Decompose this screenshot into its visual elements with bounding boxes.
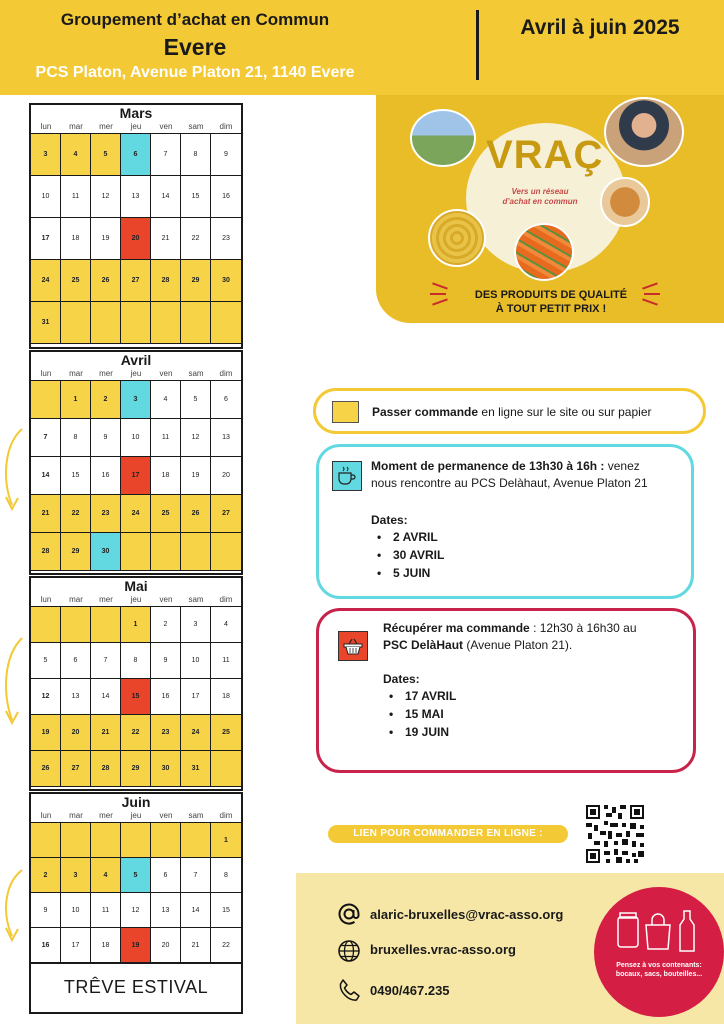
day-name: mer <box>99 369 113 378</box>
calendar-day-cell: 10 <box>31 176 61 218</box>
month-grid <box>31 380 241 571</box>
calendar-day-cell: 3 <box>181 607 211 643</box>
calendar-day-cell: 26 <box>91 260 121 302</box>
day-name: dim <box>219 811 233 820</box>
calendar-day-cell: 24 <box>31 260 61 302</box>
calendar-day-cell: 27 <box>61 751 91 787</box>
calendar-day-cell: 23 <box>91 495 121 533</box>
calendar-day-cell: 30 <box>211 260 241 302</box>
day-name: ven <box>159 595 173 604</box>
calendar-day-cell: 4 <box>91 858 121 893</box>
day-names-row <box>31 594 241 606</box>
calendar-day-cell: 13 <box>211 419 241 457</box>
vrac-tagline: Vers un réseau d’achat en commun <box>502 187 578 206</box>
header-banner <box>0 0 724 95</box>
calendar-day-cell: 25 <box>61 260 91 302</box>
containers-icon <box>616 909 702 953</box>
curved-arrow-icon <box>0 866 26 946</box>
calendar-day-cell <box>211 533 241 571</box>
calendar-day-cell: 17 <box>181 679 211 715</box>
calendar-day-cell <box>151 533 181 571</box>
photo-picnic <box>410 109 476 167</box>
calendar-day-cell: 4 <box>61 134 91 176</box>
calendar-day-cell: 24 <box>181 715 211 751</box>
month-title: Avril <box>120 352 152 368</box>
day-name: sam <box>188 122 204 131</box>
calendar-day-cell: 31 <box>181 751 211 787</box>
day-name: lun <box>40 122 52 131</box>
calendar-day-cell <box>151 823 181 858</box>
calendar-day-cell <box>31 381 61 419</box>
calendar-mars <box>29 103 243 349</box>
calendar-day-cell: 1 <box>211 823 241 858</box>
containers-reminder <box>594 887 724 1017</box>
calendar-day-cell: 27 <box>211 495 241 533</box>
calendar-day-cell: 18 <box>61 218 91 260</box>
calendar-day-cell: 26 <box>181 495 211 533</box>
calendar-day-cell <box>211 751 241 787</box>
contact-website[interactable]: bruxelles.vrac-asso.org <box>370 942 516 957</box>
basket-icon <box>338 631 368 661</box>
calendar-day-cell: 31 <box>31 302 61 344</box>
calendar-day-cell: 5 <box>181 381 211 419</box>
calendar-day-cell: 29 <box>121 751 151 787</box>
calendar-day-cell: 5 <box>31 643 61 679</box>
calendar-day-cell <box>61 302 91 344</box>
calendar-day-cell: 28 <box>151 260 181 302</box>
day-name: mar <box>69 122 83 131</box>
calendar-day-cell <box>181 533 211 571</box>
calendar-day-cell: 19 <box>91 218 121 260</box>
calendar-day-cell: 6 <box>61 643 91 679</box>
calendar-day-cell: 5 <box>91 134 121 176</box>
calendar-day-cell: 21 <box>181 928 211 963</box>
calendar-day-cell: 15 <box>121 679 151 715</box>
calendar-day-cell: 14 <box>181 893 211 928</box>
calendar-day-cell: 21 <box>31 495 61 533</box>
calendar-day-cell <box>151 302 181 344</box>
calendar-juin <box>29 792 243 1014</box>
order-link-label: LIEN POUR COMMANDER EN LIGNE : <box>328 825 568 843</box>
date-item: • 5 JUIN <box>377 564 444 582</box>
calendar-day-cell: 13 <box>61 679 91 715</box>
calendar-day-cell: 22 <box>121 715 151 751</box>
calendar-day-cell: 19 <box>181 457 211 495</box>
calendar-day-cell: 25 <box>151 495 181 533</box>
calendar-day-cell: 17 <box>121 457 151 495</box>
day-name: mer <box>99 122 113 131</box>
legend-text: Passer commande en ligne sur le site ou sur papier <box>372 405 652 419</box>
calendar-day-cell: 25 <box>211 715 241 751</box>
month-grid <box>31 822 241 963</box>
calendar-day-cell: 9 <box>151 643 181 679</box>
permanence-box <box>316 444 694 599</box>
permanence-text: Moment de permanence de 13h30 à 16h : venez nous rencontre au PCS Delàhaut, Avenue Platon 21 <box>371 459 648 490</box>
calendar-day-cell: 20 <box>211 457 241 495</box>
contact-phone[interactable]: 0490/467.235 <box>370 983 450 998</box>
month-title: Juin <box>121 794 151 810</box>
permanence-dates-title: Dates: <box>371 513 408 527</box>
promo-headline: DES PRODUITS DE QUALITÉ À TOUT PETIT PRIX ! <box>474 289 628 315</box>
calendar-day-cell <box>31 823 61 858</box>
vrac-logo: VRAÇ <box>486 133 604 177</box>
calendar-day-cell: 15 <box>181 176 211 218</box>
calendar-day-cell: 8 <box>121 643 151 679</box>
calendar-day-cell: 14 <box>31 457 61 495</box>
calendar-day-cell <box>91 607 121 643</box>
calendar-day-cell <box>121 823 151 858</box>
day-name: jeu <box>130 811 142 820</box>
calendar-day-cell: 15 <box>61 457 91 495</box>
photo-bread <box>600 177 650 227</box>
calendar-day-cell: 2 <box>91 381 121 419</box>
calendar-day-cell: 1 <box>61 381 91 419</box>
day-name: dim <box>219 595 233 604</box>
calendar-day-cell: 7 <box>181 858 211 893</box>
day-name: lun <box>40 369 52 378</box>
calendar-day-cell: 3 <box>121 381 151 419</box>
day-name: jeu <box>130 122 142 131</box>
permanence-dates <box>377 528 444 582</box>
calendar-day-cell: 11 <box>211 643 241 679</box>
calendar-day-cell: 16 <box>91 457 121 495</box>
day-name: lun <box>40 595 52 604</box>
calendar-day-cell: 12 <box>121 893 151 928</box>
calendar-day-cell <box>121 533 151 571</box>
header-period: Avril à juin 2025 <box>520 16 680 39</box>
calendar-day-cell: 22 <box>181 218 211 260</box>
phone-icon <box>336 977 362 1003</box>
calendar-day-cell: 11 <box>151 419 181 457</box>
day-name: mar <box>69 595 83 604</box>
calendar-day-cell <box>211 302 241 344</box>
photo-volunteer <box>604 97 684 167</box>
day-name: ven <box>159 122 173 131</box>
calendar-day-cell: 18 <box>211 679 241 715</box>
day-names-row <box>31 368 241 380</box>
calendar-day-cell: 2 <box>151 607 181 643</box>
calendar-day-cell: 20 <box>151 928 181 963</box>
calendar-day-cell <box>181 302 211 344</box>
calendar-day-cell: 20 <box>61 715 91 751</box>
month-grid <box>31 133 241 344</box>
calendar-day-cell: 17 <box>31 218 61 260</box>
calendar-day-cell: 12 <box>91 176 121 218</box>
calendar-day-cell: 9 <box>211 134 241 176</box>
day-name: lun <box>40 811 52 820</box>
calendar-day-cell: 24 <box>121 495 151 533</box>
calendar-day-cell: 11 <box>91 893 121 928</box>
header-divider <box>476 10 479 80</box>
calendar-day-cell: 8 <box>61 419 91 457</box>
calendar-day-cell: 7 <box>91 643 121 679</box>
calendar-day-cell <box>91 302 121 344</box>
calendar-day-cell <box>121 302 151 344</box>
calendar-day-cell: 26 <box>31 751 61 787</box>
promo-block <box>376 95 724 323</box>
date-item: • 17 AVRIL <box>389 687 456 705</box>
day-name: dim <box>219 369 233 378</box>
calendar-day-cell: 8 <box>181 134 211 176</box>
calendar-day-cell: 23 <box>151 715 181 751</box>
pickup-box <box>316 608 696 773</box>
day-name: dim <box>219 122 233 131</box>
qr-code-icon[interactable] <box>584 803 646 865</box>
date-item: • 19 JUIN <box>389 723 456 741</box>
calendar-day-cell: 29 <box>61 533 91 571</box>
day-names-row <box>31 121 241 133</box>
calendar-day-cell: 3 <box>61 858 91 893</box>
calendar-day-cell: 15 <box>211 893 241 928</box>
calendar-day-cell: 12 <box>181 419 211 457</box>
calendar-day-cell <box>91 823 121 858</box>
calendar-day-cell: 18 <box>91 928 121 963</box>
month-title: Mars <box>119 105 153 121</box>
calendar-day-cell: 22 <box>211 928 241 963</box>
calendar-day-cell: 17 <box>61 928 91 963</box>
at-sign-icon <box>336 901 362 927</box>
calendar-day-cell: 23 <box>211 218 241 260</box>
pickup-text: Récupérer ma commande : 12h30 à 16h30 au PSC DelàHaut (Avenue Platon 21). <box>383 621 637 652</box>
calendar-day-cell: 21 <box>91 715 121 751</box>
day-name: mar <box>69 369 83 378</box>
order-legend <box>313 388 706 434</box>
calendar-day-cell: 10 <box>121 419 151 457</box>
calendar-day-cell: 10 <box>61 893 91 928</box>
calendar-day-cell: 27 <box>121 260 151 302</box>
header-subtitle: Groupement d’achat en Commun <box>60 10 330 29</box>
calendar-day-cell: 12 <box>31 679 61 715</box>
calendar-day-cell: 4 <box>151 381 181 419</box>
day-name: mer <box>99 811 113 820</box>
summer-break-label: TRÊVE ESTIVAL <box>31 963 241 1011</box>
calendar-day-cell: 5 <box>121 858 151 893</box>
curved-arrow-icon <box>0 425 26 515</box>
containers-text: Pensez à vos contenants: bocaux, sacs, bouteilles... <box>615 962 703 978</box>
calendar-day-cell: 8 <box>211 858 241 893</box>
day-name: sam <box>188 595 204 604</box>
calendar-day-cell <box>181 823 211 858</box>
calendar-day-cell: 14 <box>151 176 181 218</box>
calendar-day-cell: 19 <box>31 715 61 751</box>
calendar-day-cell: 10 <box>181 643 211 679</box>
calendar-day-cell: 13 <box>151 893 181 928</box>
contact-email[interactable]: alaric-bruxelles@vrac-asso.org <box>370 907 564 922</box>
calendar-day-cell: 30 <box>151 751 181 787</box>
coffee-cup-icon <box>332 461 362 491</box>
day-name: jeu <box>130 595 142 604</box>
calendar-day-cell <box>61 823 91 858</box>
day-name: ven <box>159 369 173 378</box>
calendar-mai <box>29 576 243 791</box>
calendar-day-cell: 11 <box>61 176 91 218</box>
calendar-day-cell: 19 <box>121 928 151 963</box>
day-name: mar <box>69 811 83 820</box>
curved-arrow-icon <box>0 634 26 729</box>
day-name: ven <box>159 811 173 820</box>
header-address: PCS Platon, Avenue Platon 21, 1140 Evere <box>35 64 355 81</box>
date-item: • 2 AVRIL <box>377 528 444 546</box>
calendar-day-cell: 6 <box>151 858 181 893</box>
calendar-avril <box>29 350 243 575</box>
calendar-day-cell: 6 <box>211 381 241 419</box>
calendar-day-cell: 21 <box>151 218 181 260</box>
calendar-day-cell: 30 <box>91 533 121 571</box>
calendar-day-cell: 28 <box>91 751 121 787</box>
calendar-day-cell: 3 <box>31 134 61 176</box>
calendar-day-cell: 28 <box>31 533 61 571</box>
month-title: Mai <box>124 578 148 594</box>
calendar-day-cell: 29 <box>181 260 211 302</box>
calendar-day-cell: 18 <box>151 457 181 495</box>
calendar-day-cell <box>31 607 61 643</box>
header-city: Evere <box>163 34 227 60</box>
calendar-day-cell: 16 <box>31 928 61 963</box>
day-name: sam <box>188 369 204 378</box>
calendar-day-cell: 4 <box>211 607 241 643</box>
yellow-swatch <box>332 401 359 423</box>
calendar-day-cell: 7 <box>31 419 61 457</box>
calendar-day-cell: 9 <box>91 419 121 457</box>
calendar-day-cell: 6 <box>121 134 151 176</box>
photo-pasta <box>428 209 486 267</box>
calendar-day-cell: 2 <box>31 858 61 893</box>
calendar-day-cell: 13 <box>121 176 151 218</box>
calendar-day-cell: 16 <box>211 176 241 218</box>
day-name: jeu <box>130 369 142 378</box>
pickup-dates-title: Dates: <box>383 672 420 686</box>
globe-icon <box>336 938 362 964</box>
calendar-day-cell: 1 <box>121 607 151 643</box>
calendar-day-cell: 16 <box>151 679 181 715</box>
calendar-day-cell <box>61 607 91 643</box>
day-name: sam <box>188 811 204 820</box>
calendar-day-cell: 9 <box>31 893 61 928</box>
date-item: • 30 AVRIL <box>377 546 444 564</box>
calendar-day-cell: 7 <box>151 134 181 176</box>
calendar-day-cell: 22 <box>61 495 91 533</box>
day-name: mer <box>99 595 113 604</box>
day-names-row <box>31 810 241 822</box>
calendar-day-cell: 14 <box>91 679 121 715</box>
photo-carrots <box>514 223 574 281</box>
date-item: • 15 MAI <box>389 705 456 723</box>
month-grid <box>31 606 241 787</box>
pickup-dates <box>389 687 456 741</box>
calendar-day-cell: 20 <box>121 218 151 260</box>
